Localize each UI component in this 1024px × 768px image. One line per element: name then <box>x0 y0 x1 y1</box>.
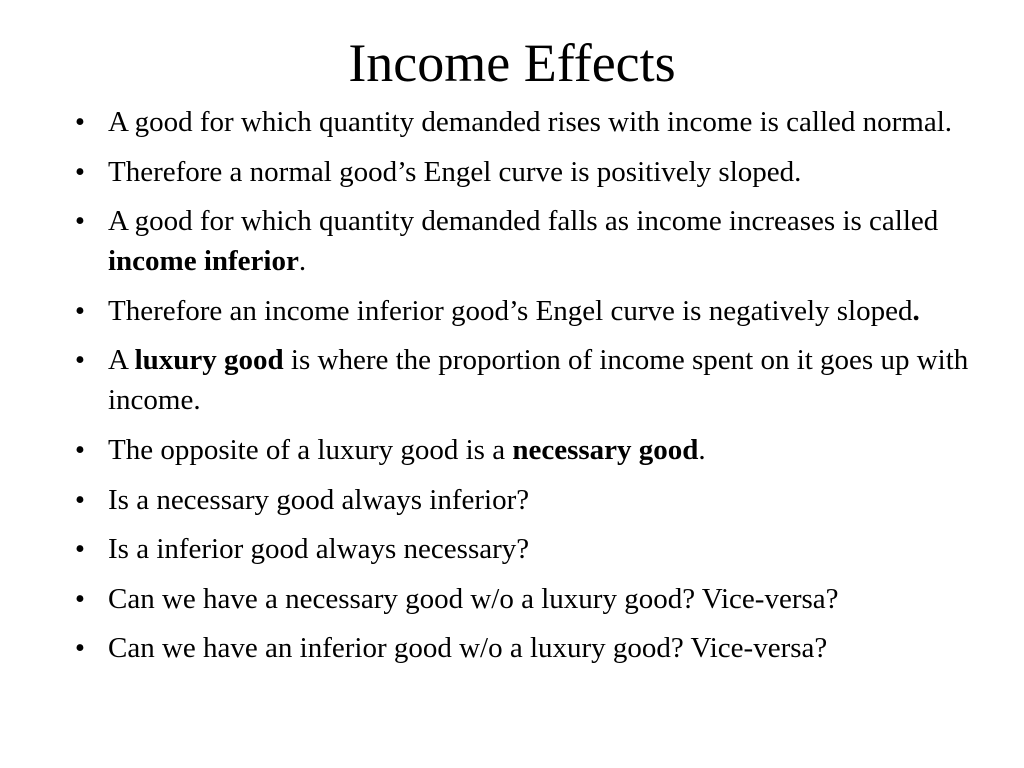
text-segment: Can we have an inferior good w/o a luxury good? Vice-versa? <box>108 632 828 665</box>
bullet-marker: • <box>74 155 86 188</box>
bullet-item <box>70 480 990 520</box>
bullet-item <box>70 430 990 470</box>
bullet-item <box>70 628 990 668</box>
text-segment: The opposite of a luxury good is a <box>108 433 513 466</box>
bullet-text <box>108 583 839 615</box>
bullet-text <box>108 434 706 466</box>
bullet-marker: • <box>74 344 86 377</box>
text-segment: Is a inferior good always necessary? <box>108 533 530 566</box>
bullet-text <box>108 484 529 516</box>
bullet-marker: • <box>74 294 86 327</box>
bold-term: necessary good <box>512 433 699 466</box>
bold-term: luxury good <box>134 344 284 377</box>
text-segment: A good for which quantity demanded rises with income is called normal. <box>108 106 953 138</box>
bullet-text <box>108 295 920 327</box>
bold-term: income inferior <box>108 245 299 278</box>
text-segment: Is a necessary good always inferior? <box>108 483 530 516</box>
slide-title: Income Effects <box>348 33 676 93</box>
bullet-item <box>70 201 990 281</box>
bullet-marker: • <box>74 533 86 566</box>
bullet-text <box>108 632 827 664</box>
bullet-marker: • <box>74 106 86 138</box>
bullet-marker: • <box>74 205 86 238</box>
text-segment: A good for which quantity demanded falls as income increases is called <box>108 205 939 238</box>
text-segment: A <box>108 344 135 377</box>
bullet-text <box>108 156 801 188</box>
bullet-item <box>70 340 990 420</box>
bullet-text <box>108 205 938 277</box>
bullet-item <box>70 102 990 142</box>
bold-term: . <box>912 294 920 327</box>
bullet-marker: • <box>74 582 86 615</box>
bullet-item <box>70 529 990 569</box>
text-segment: Can we have a necessary good w/o a luxury good? Vice-versa? <box>108 582 839 615</box>
bullet-text <box>108 106 952 138</box>
bullet-text <box>108 533 529 565</box>
bullet-marker: • <box>74 483 86 516</box>
bullet-item <box>70 152 990 192</box>
text-segment: . <box>298 245 307 278</box>
text-segment: Therefore an income inferior good’s Engel curve is negatively sloped <box>108 294 913 327</box>
bullet-list <box>70 102 990 678</box>
bullet-item <box>70 579 990 619</box>
bullet-marker: • <box>74 632 86 665</box>
text-segment: . <box>698 433 706 466</box>
bullet-marker: • <box>74 433 86 466</box>
text-segment: Therefore a normal good’s Engel curve is positively sloped. <box>108 155 802 188</box>
bullet-text <box>108 344 968 416</box>
bullet-item <box>70 291 990 331</box>
text-segment: is where the proportion of income spent on it goes up with income. <box>108 344 969 417</box>
